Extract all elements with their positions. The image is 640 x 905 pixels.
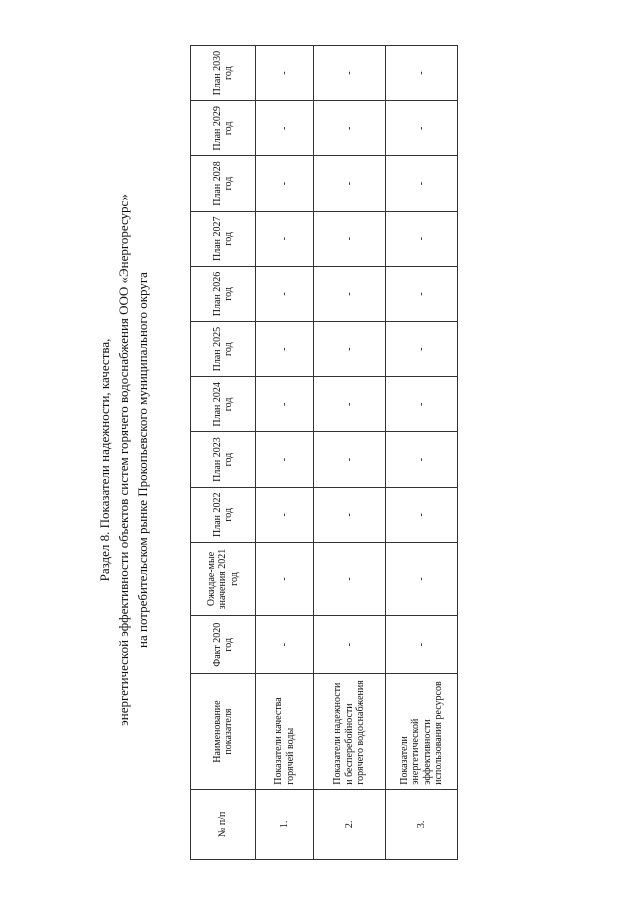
cell-value: -: [256, 616, 314, 674]
cell-value: -: [314, 211, 386, 266]
cell-value: -: [256, 101, 314, 156]
header-indicator-name: Наименование показателя: [191, 674, 256, 789]
indicators-table: [190, 45, 458, 860]
header-plan-2028: План 2028 год: [191, 156, 256, 211]
title-line-2: энергетической эффективности объектов систем горячего водоснабжения ООО «Энергоресурс»: [116, 194, 131, 726]
table-row: [314, 46, 386, 860]
table-row: [386, 46, 458, 860]
header-plan-2027: План 2027 год: [191, 211, 256, 266]
row-number: 2.: [314, 789, 386, 859]
cell-value: -: [256, 266, 314, 321]
table-body: [256, 46, 458, 860]
header-plan-2025: План 2025 год: [191, 322, 256, 377]
header-plan-2030: План 2030 год: [191, 46, 256, 101]
cell-value: -: [314, 616, 386, 674]
cell-value: -: [386, 156, 458, 211]
rotated-content: [95, 45, 455, 875]
row-indicator-name: Показатели энергетической эффективности использования ресурсов: [386, 674, 458, 789]
cell-value: -: [386, 542, 458, 615]
header-plan-2029: План 2029 год: [191, 101, 256, 156]
cell-value: -: [256, 156, 314, 211]
row-number: 3.: [386, 789, 458, 859]
cell-value: -: [314, 266, 386, 321]
cell-value: -: [386, 211, 458, 266]
cell-value: -: [256, 377, 314, 432]
cell-value: -: [386, 487, 458, 542]
cell-value: -: [386, 616, 458, 674]
cell-value: -: [314, 46, 386, 101]
header-plan-2023: План 2023 год: [191, 432, 256, 487]
cell-value: -: [256, 542, 314, 615]
header-plan-2024: План 2024 год: [191, 377, 256, 432]
cell-value: -: [386, 432, 458, 487]
cell-value: -: [386, 322, 458, 377]
cell-value: -: [314, 377, 386, 432]
title-line-3: на потребительском рынке Прокопьевского муниципального округа: [135, 272, 150, 648]
title-line-1: Раздел 8. Показатели надежности, качества,: [97, 338, 112, 582]
row-number: 1.: [256, 789, 314, 859]
cell-value: -: [386, 266, 458, 321]
table-header-row: [191, 46, 256, 860]
section-title: [95, 45, 165, 875]
header-expected-2021: Ожидае-мые значения 2021 год: [191, 542, 256, 615]
header-plan-2022: План 2022 год: [191, 487, 256, 542]
cell-value: -: [314, 542, 386, 615]
cell-value: -: [256, 211, 314, 266]
cell-value: -: [314, 322, 386, 377]
cell-value: -: [256, 322, 314, 377]
header-plan-2026: План 2026 год: [191, 266, 256, 321]
table-row: [256, 46, 314, 860]
cell-value: -: [386, 377, 458, 432]
cell-value: -: [386, 46, 458, 101]
header-number: № п/п: [191, 789, 256, 859]
row-indicator-name: Показатели надежности и бесперебойности горячего водоснабжения: [314, 674, 386, 789]
cell-value: -: [256, 46, 314, 101]
cell-value: -: [314, 101, 386, 156]
cell-value: -: [314, 156, 386, 211]
cell-value: -: [314, 432, 386, 487]
cell-value: -: [314, 487, 386, 542]
row-indicator-name: Показатели качества горячей воды: [256, 674, 314, 789]
cell-value: -: [256, 432, 314, 487]
cell-value: -: [256, 487, 314, 542]
header-fact-2020: Факт 2020 год: [191, 616, 256, 674]
cell-value: -: [386, 101, 458, 156]
